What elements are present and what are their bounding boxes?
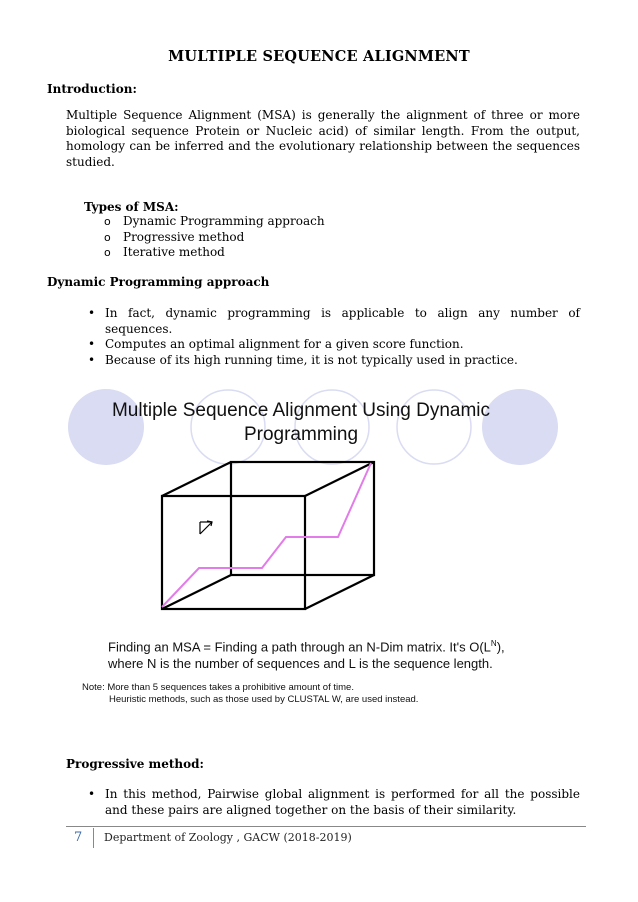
page-number: 7 <box>74 830 83 845</box>
bullet-icon: • <box>88 306 96 320</box>
page-title: MULTIPLE SEQUENCE ALIGNMENT <box>168 48 470 65</box>
list-item: o Iterative method <box>104 245 225 259</box>
list-item: • In this method, Pairwise global alignment is performed for all the possible and these pairs are aligned together on the basis of their similarity. <box>88 787 580 817</box>
diagonal-arrows-icon <box>200 521 212 534</box>
introduction-heading: Introduction: <box>47 82 137 96</box>
cube-back-face <box>231 462 374 575</box>
cube-edge <box>305 575 374 609</box>
figure-title: Multiple Sequence Alignment Using Dynamic Programming <box>111 400 491 445</box>
types-list <box>104 214 325 261</box>
footer-divider <box>66 826 586 827</box>
hollow-bullet-icon: o <box>104 230 111 244</box>
footer-text: Department of Zoology , GACW (2018-2019) <box>104 831 352 844</box>
footer-separator <box>93 828 94 848</box>
introduction-paragraph: Multiple Sequence Alignment (MSA) is generally the alignment of three or more biological sequence Protein or Nucleic acid) of similar length. From the output, homology can be inferred and the evolutionary relationship between the sequences studied. <box>66 108 580 169</box>
cube-diagram <box>162 462 374 609</box>
hollow-bullet-icon: o <box>104 215 111 228</box>
list-item: o Progressive method <box>104 229 245 244</box>
alignment-path <box>162 463 371 607</box>
list-item: • Because of its high running time, it is not typically used in practice. <box>88 352 518 367</box>
list-item: • Computes an optimal alignment for a given score function. <box>88 337 464 351</box>
list-item: o Dynamic Programming approach <box>104 214 325 228</box>
cube-edge <box>162 575 231 609</box>
dynamic-programming-heading: Dynamic Programming approach <box>47 275 270 289</box>
bullet-icon: • <box>88 337 96 351</box>
list-item: • In fact, dynamic programming is applicable to align any number of sequences. <box>88 306 580 336</box>
msa-dynamic-programming-figure <box>66 385 566 720</box>
progressive-method-heading: Progressive method: <box>66 757 204 771</box>
bullet-icon: • <box>88 787 96 801</box>
dynamic-programming-list <box>84 306 580 368</box>
cube-front-face <box>162 496 305 609</box>
figure-note: Note: More than 5 sequences takes a prohibitive amount of time. Heuristic methods, such as those used by CLUSTAL W, are used instead. <box>82 682 419 705</box>
progressive-method-list <box>84 787 580 818</box>
types-heading: Types of MSA: <box>84 200 179 214</box>
hollow-bullet-icon: o <box>104 246 111 259</box>
figure-caption: Finding an MSA = Finding a path through an N-Dim matrix. It's $O(L^N)$, where N is the number of sequences and L is the sequence length. <box>108 639 505 672</box>
bullet-icon: • <box>88 352 96 367</box>
cube-edge <box>162 462 231 496</box>
